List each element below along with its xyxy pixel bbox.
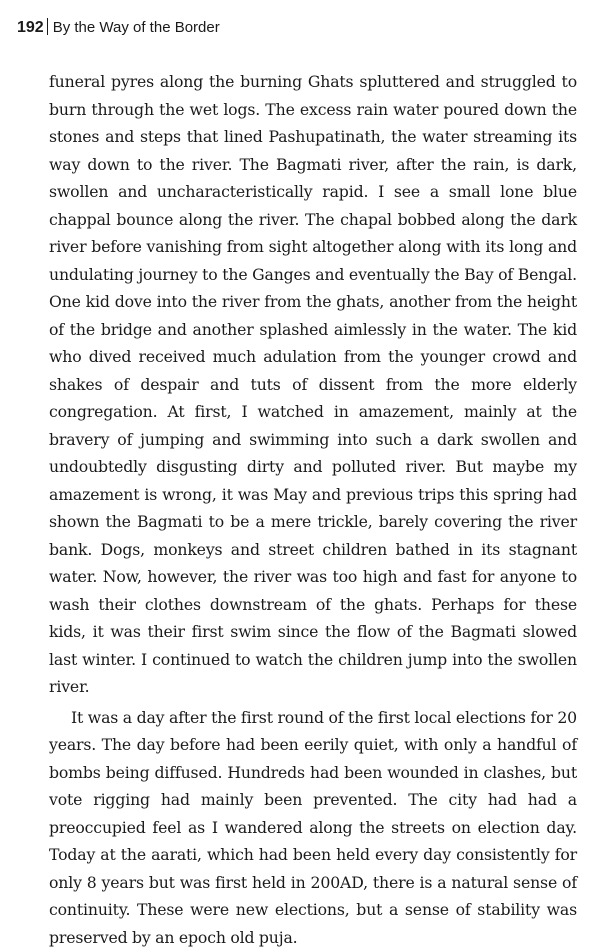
book-title: By the Way of the Border (53, 19, 220, 36)
page-number: 192 (17, 19, 44, 36)
paragraph: It was a day after the first round of the first local elections for 20 years. The day before had been eerily quiet, with only a handful of bombs being diffused. Hundreds had been wounded in clashes, but vote rigging had mainly been prevented. The city had had a preoccupied feel as I wandered along the streets on election day. Today at the aarati, which had been held every day consistently for only 8 years but was first held in 200AD, there is a natural sense of continuity. These were new elections, but a sense of stability was preserved by an epoch old puja. (49, 704, 577, 951)
header-divider (47, 18, 48, 35)
paragraph-continued: funeral pyres along the burning Ghats spluttered and struggled to burn through the wet logs. The excess rain water poured down the stones and steps that lined Pashupatinath, the water streaming its way down to the river. The Bagmati river, after the rain, is dark, swollen and uncharacteristically rapid. I see a small lone blue chappal bounce along the river. The chapal bobbed along the dark river before vanishing from sight altogether along with its long and undulating journey to the Ganges and eventually the Bay of Bengal. One kid dove into the river from the ghats, another from the height of the bridge and another splashed aimlessly in the water. The kid who dived received much adulation from the younger crowd and shakes of despair and tuts of dissent from the more elderly congregation. At first, I watched in amazement, mainly at the bravery of jumping and swimming into such a dark swollen and undoubtedly disgusting dirty and polluted river. But maybe my amazement is wrong, it was May and previous trips this spring had shown the Bagmati to be a mere trickle, barely covering the river bank. Dogs, monkeys and street children bathed in its stagnant water. Now, however, the river was too high and fast for anyone to wash their clothes downstream of the ghats. Perhaps for these kids, it was their first swim since the flow of the Bagmati slowed last winter. I continued to watch the children jump into the swollen river. (49, 68, 577, 701)
body-text (49, 68, 577, 951)
running-header (17, 18, 220, 38)
